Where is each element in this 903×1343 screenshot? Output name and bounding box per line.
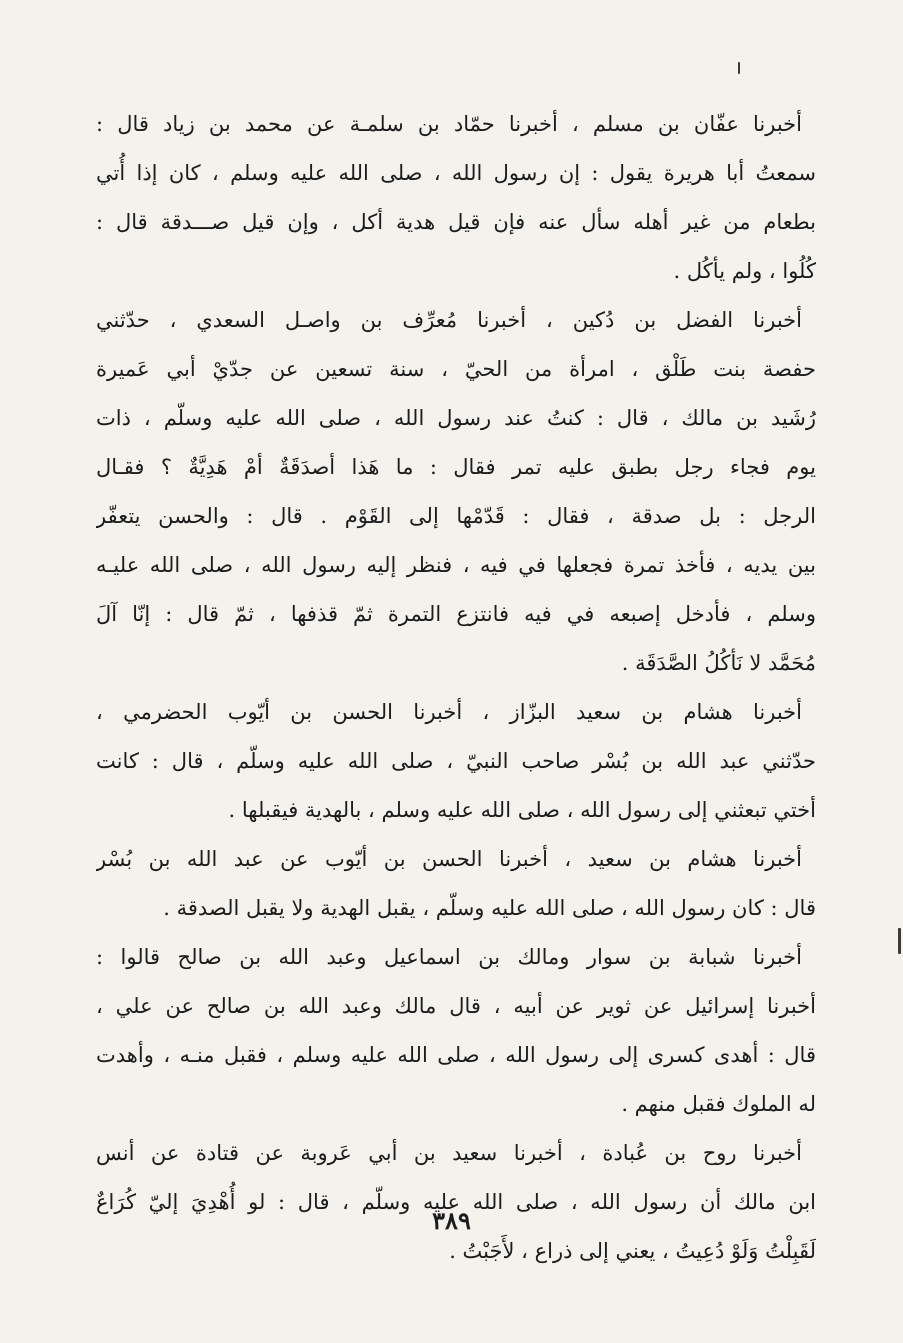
text-line: أخبرنا هشام بن سعيد ، أخبرنا الحسن بن أيّوب عن عبد الله بن بُسْر xyxy=(96,847,802,871)
page-number: ٣٨٩ xyxy=(432,1206,471,1235)
text-line: أخبرنا شبابة بن سوار ومالك بن اسماعيل وعبد الله بن صالح قالوا : xyxy=(96,945,802,969)
text-line: قال : كان رسول الله ، صلى الله عليه وسلّم ، يقبل الهدية ولا يقبل الصدقة . xyxy=(163,896,816,920)
text-line: أخبرنا عفّان بن مسلم ، أخبرنا حمّاد بن سلمـة عن محمد بن زياد قال : xyxy=(96,112,802,136)
text-line: قال : أهدى كسرى إلى رسول الله ، صلى الله عليه وسلم ، فقبل منـه ، وأهدت xyxy=(96,1043,816,1067)
scan-speck xyxy=(738,62,740,74)
text-line: حفصة بنت طَلْق ، امرأة من الحيّ ، سنة تسعين عن جدّيْ أبي عَميرة xyxy=(96,357,816,381)
text-line: أخبرنا إسرائيل عن ثوير عن أبيه ، قال مالك وعبد الله بن صالح عن علي ، xyxy=(96,994,816,1018)
text-line: كُلُوا ، ولم يأكُل . xyxy=(673,259,816,283)
text-line: يوم فجاء رجل بطبق عليه تمر فقال : ما هَذا أصدَقَةٌ أمْ هَدِيَّةٌ ؟ فقـال xyxy=(96,455,816,479)
text-line: أخبرنا هشام بن سعيد البزّاز ، أخبرنا الحسن بن أيّوب الحضرمي ، xyxy=(96,700,802,724)
text-line: سمعتُ أبا هريرة يقول : إن رسول الله ، صلى الله عليه وسلم ، كان إذا أُتي xyxy=(96,161,816,185)
text-line: حدّثني عبد الله بن بُسْر صاحب النبيّ ، صلى الله عليه وسلّم ، قال : كانت xyxy=(96,749,816,773)
text-line: أخبرنا روح بن عُبادة ، أخبرنا سعيد بن أبي عَروبة عن قتادة عن أنس xyxy=(96,1141,802,1165)
text-line: الرجل : بل صدقة ، فقال : قَدّمْها إلى القَوْم . قال : والحسن يتعفّر xyxy=(96,504,816,528)
text-line: أختي تبعثني إلى رسول الله ، صلى الله عليه وسلم ، بالهدية فيقبلها . xyxy=(228,798,816,822)
text-line: بطعام من غير أهله سأل عنه فإن قيل هدية أكل ، وإن قيل صـــدقة قال : xyxy=(96,210,816,234)
text-line: أخبرنا الفضل بن دُكين ، أخبرنا مُعرِّف بن واصـل السعدي ، حدّثني xyxy=(96,308,802,332)
text-line: ابن مالك أن رسول الله ، صلى الله عليه وسلّم ، قال : لو أُهْدِيَ إليّ كُرَاعٌ xyxy=(96,1190,816,1214)
text-line: مُحَمَّد لا نَأكُلُ الصَّدَقَة . xyxy=(621,651,816,675)
text-line: له الملوك فقبل منهم . xyxy=(621,1092,816,1116)
scan-speck xyxy=(898,928,901,954)
text-line: رُشَيد بن مالك ، قال : كنتُ عند رسول الله ، صلى الله عليه وسلّم ، ذات xyxy=(96,406,816,430)
text-line: وسلم ، فأدخل إصبعه في فيه فانتزع التمرة ثمّ قذفها ، ثمّ قال : إنّا آلَ xyxy=(96,602,816,626)
text-line: بين يديه ، فأخذ تمرة فجعلها في فيه ، فنظر إليه رسول الله ، صلى الله عليـه xyxy=(96,553,816,577)
text-line: لَقَبِلْتُ وَلَوْ دُعِيتُ ، يعني إلى ذراع ، لأَجَبْتُ . xyxy=(449,1239,816,1263)
